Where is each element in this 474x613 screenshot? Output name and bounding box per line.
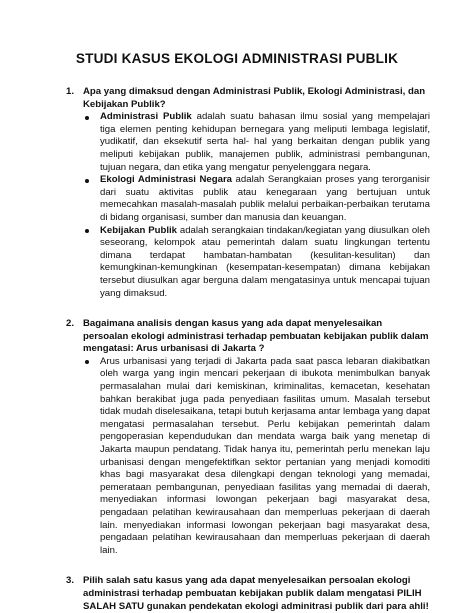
question-text: Bagaimana analisis dengan kasus yang ada dapat menyelesaikan persoalan ekologi administrasi terhadap pembuatan kebijakan publik dalam mengatasi: Arus urbanisasi di Jakarta ? (83, 318, 429, 355)
bullet-icon (85, 179, 89, 183)
question-1 (66, 86, 430, 111)
term: Kebijakan Publik (100, 224, 177, 236)
question-3-section (66, 575, 430, 613)
definition: adalah serangkaian tindakan/kegiatan yang diusulkan oleh seseorang, kelompok atau pemerintah dalam suatu lingkungan tertentu dimana terdapat hambatan-hambatan (kesulitan-kesulitan) dan kemungkinan-kemungkinan (kesempatan-kesempatan) dimana kebijakan tersebut diusulkan agar berguna dalam mengatasinya untuk mencapai tujuan yang dimaksud. (100, 224, 430, 299)
bullet-icon (85, 360, 89, 364)
question-number: 2. (66, 318, 75, 330)
definition: adalah Serangkaian proses yang terorganisir dari suatu aktivitas publik atau kenegaraan yang bertujuan untuk memecahkan masalah-masalah publik melalui perbaikan-perbaikan terutama di bidang organisasi, sumber dan manusia dan keuangan. (100, 174, 430, 223)
term: Administrasi Publik (100, 111, 192, 123)
list-item (83, 111, 430, 174)
definition: adalah suatu bahasan ilmu sosial yang mempelajari tiga elemen penting kehidupan bernegara yang meliputi lembaga legislatif, yudikatif, dan eksekutif serta hal- hal yang berkaitan dengan publik yang meliputi kebijakan publik, manajemen publik, administrasi pembangunan, tujuan negara, dan etika yang mengatur penyelenggara negara. (100, 111, 431, 173)
question-1-section (66, 86, 430, 300)
question-2 (66, 318, 430, 356)
question-number: 3. (66, 575, 75, 587)
document-title: STUDI KASUS EKOLOGI ADMINISTRASI PUBLIK (75, 51, 399, 66)
answer-list (66, 111, 430, 300)
term: Ekologi Administrasi Negara (100, 174, 233, 186)
question-3 (66, 575, 430, 613)
bullet-icon (85, 229, 89, 233)
list-item (83, 225, 430, 301)
question-number: 1. (66, 86, 75, 97)
list-item (83, 356, 430, 558)
bullet-icon (85, 116, 89, 120)
answer-text: Arus urbanisasi yang terjadi di Jakarta pada saat pasca lebaran diakibatkan oleh warga yang ingin mencari pekerjaan di ibukota menimbulkan banyak permasalahan mulai dari kemiskinan, kriminalitas, kemacetan, kesehatan bahkan berakibat juga pada penyediaan fasilitas umum. Masalah tersebut tidak mudah diselesaikana, tetapi butuh kerjasama antar lembaga yang dapat mengatasi permasalahan tersebut. Perlu kebijakan pemerintah dalam pengoperasian kependudukan dan mendata warga baik yang menetap di Jakarta maupun pendatang. Tidak hanya itu, pemerintah perlu menekan laju urbanisasi dengan mengefektifkan sektor pertanian yang menjadi komoditi khas bagi masyarakat desa dilengkapi dengan teknologi yang memadai, pemerataan pembangunan, penyediaan fasilitas yang memadai di daerah, menyediakan informasi lowongan pekerjaan bagi masyarakat desa, pengadaan pelatihan kewirausahaan dan memperluas pekerjaan di daerah lain. menyediakan informasi lowongan pekerjaan bagi masyarakat desa, pengadaan pelatihan kewirausahaan dan memperluas pekerjaan di daerah lain. (100, 355, 430, 556)
question-2-section (66, 318, 430, 557)
answer-list (66, 356, 430, 558)
question-text: Pilih salah satu kasus yang ada dapat menyelesaikan persoalan ekologi administrasi terhadap pembuatan kebijakan publik dalam mengatasi PILIH SALAH SATU gunakan pendekatan ekologi adminitrasi publik dari para ahli! (83, 575, 429, 612)
question-text: Apa yang dimaksud dengan Administrasi Publik, Ekologi Administrasi, dan Kebijakan Publik? (83, 86, 426, 110)
list-item (83, 174, 430, 224)
